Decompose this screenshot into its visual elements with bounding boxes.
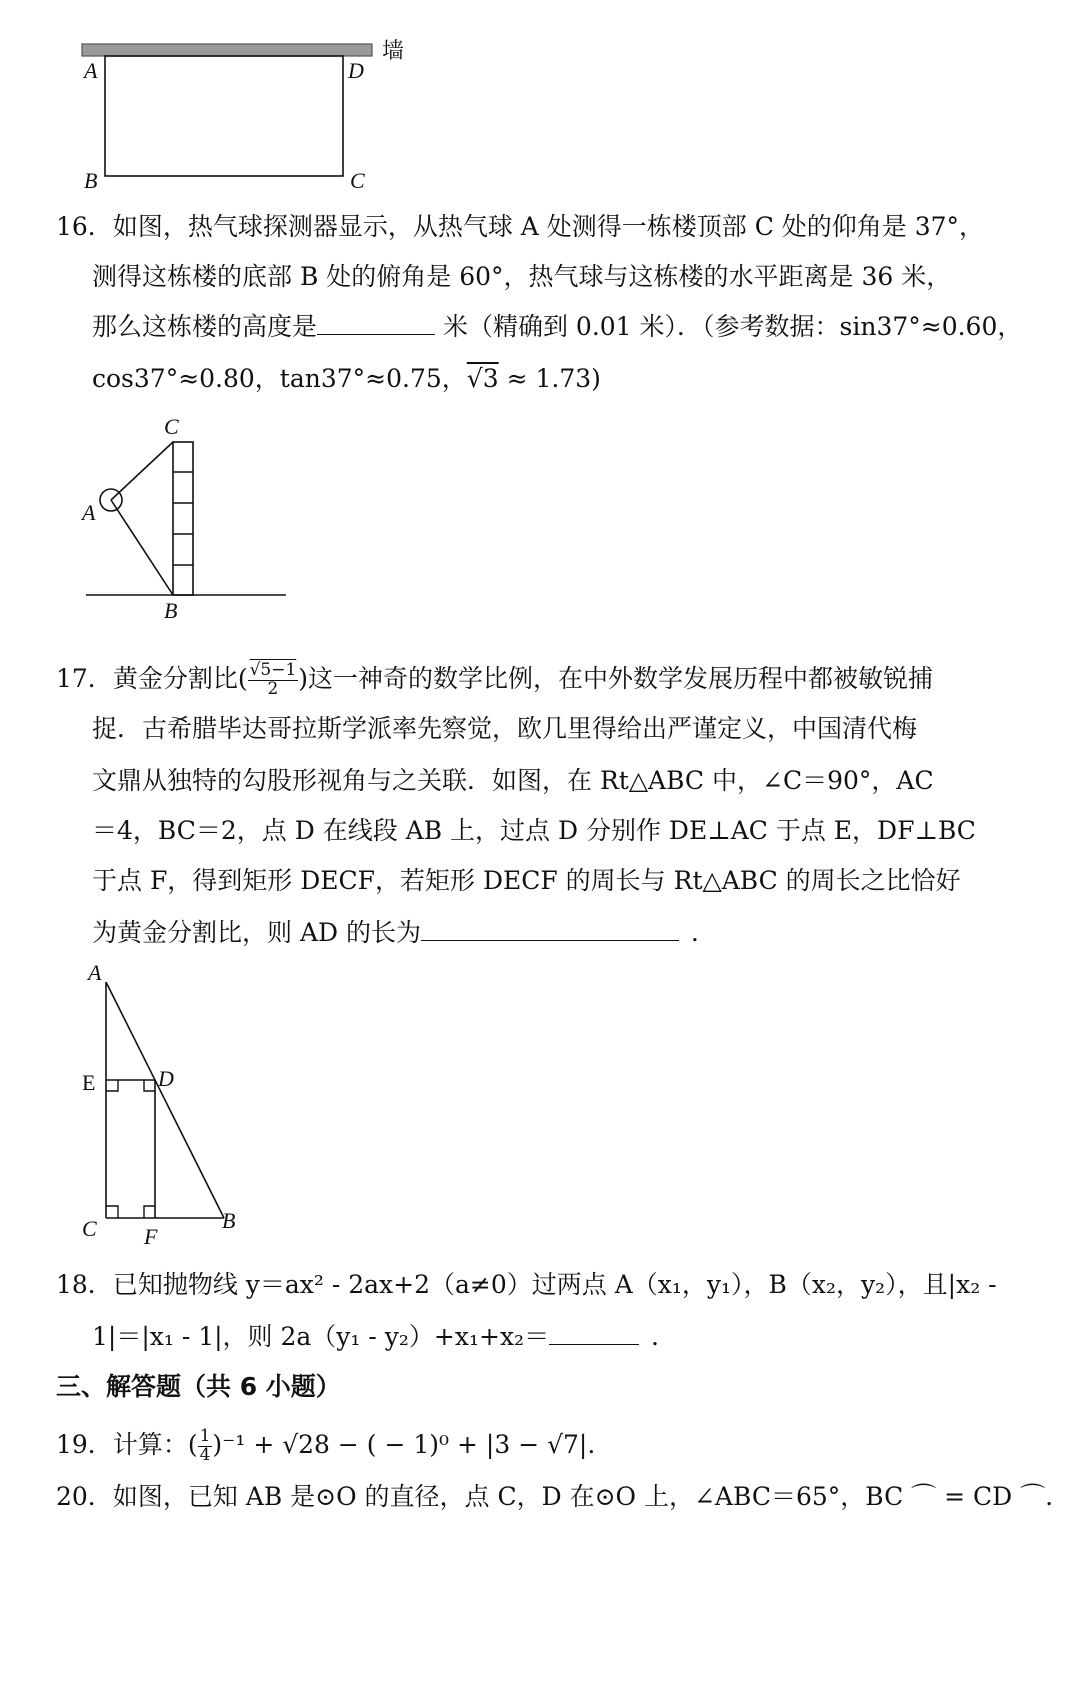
q19-fraction-numerator: 1 — [199, 1426, 211, 1446]
q17-text-1b: )这一神奇的数学比例，在中外数学发展历程中都被敏锐捕 — [298, 663, 934, 693]
label-c: C — [82, 1216, 97, 1241]
label-d: D — [348, 58, 364, 83]
q17-line-2 — [92, 716, 917, 741]
figure-triangle — [76, 960, 256, 1250]
q16-line-3 — [92, 314, 1022, 339]
label-f: F — [144, 1224, 158, 1249]
q16-text-3a: 那么这栋楼的高度是 — [92, 312, 318, 341]
q18-text-1: 已知抛物线 y＝ax² - 2ax+2（a≠0）过两点 A（x₁，y₁），B（x₂，y₂），且|x₂ - — [112, 1270, 997, 1299]
q17-number: 17． — [56, 663, 113, 693]
q17-line-5 — [92, 868, 961, 893]
q16-text-2: 测得这栋楼的底部 B 处的俯角是 60°，热气球与这栋楼的水平距离是 36 米， — [92, 262, 952, 291]
section-3-heading — [56, 1374, 341, 1399]
q19-text-1b: )⁻¹ + √28 − ( − 1)⁰ + |3 − √7|. — [212, 1429, 596, 1459]
q17-text-2: 捉．古希腊毕达哥拉斯学派率先察觉，欧几里得给出严谨定义，中国清代梅 — [92, 714, 918, 743]
q19-fraction — [198, 1428, 213, 1465]
q17-line-1 — [56, 662, 933, 699]
line-ac — [111, 442, 173, 500]
label-d: D — [158, 1066, 174, 1091]
q16-text-1: 如图，热气球探测器显示，从热气球 A 处测得一栋楼顶部 C 处的仰角是 37°， — [112, 212, 985, 241]
q16-text-3b: 米（精确到 0.01 米）．（参考数据：sin37°≈0.60， — [435, 312, 1023, 341]
q18-text-2a: 1|＝|x₁ - 1|，则 2a（y₁ - y₂）+x₁+x₂＝ — [92, 1322, 550, 1351]
q20-text-1: 如图，已知 AB 是⊙O 的直径，点 C，D 在⊙O 上，∠ABC＝65°，BC ⌒ = CD ⌒. — [112, 1482, 1054, 1511]
label-c: C — [164, 414, 179, 439]
q16-line-4 — [92, 366, 601, 391]
q18-line-1 — [56, 1272, 997, 1297]
q19-text-1a: 计算：( — [112, 1429, 198, 1459]
q17-text-4: ＝4，BC＝2，点 D 在线段 AB 上，过点 D 分别作 DE⊥AC 于点 E，DF⊥BC — [92, 816, 976, 845]
wall-bar — [82, 44, 372, 56]
q17-text-3: 文鼎从独特的勾股形视角与之关联．如图，在 Rt△ABC 中，∠C＝90°，AC — [92, 766, 934, 795]
label-a: A — [84, 58, 98, 83]
q16-number: 16． — [56, 212, 113, 241]
q17-text-5: 于点 F，得到矩形 DECF，若矩形 DECF 的周长与 Rt△ABC 的周长之比恰好 — [92, 866, 961, 895]
label-a: A — [88, 960, 102, 985]
right-angle-f — [144, 1206, 155, 1218]
fraction-denominator: 2 — [267, 678, 279, 699]
q18-line-2 — [92, 1324, 676, 1349]
q16-text-4a: cos37°≈0.80，tan37°≈0.75， — [92, 364, 467, 393]
right-angle-e — [106, 1080, 118, 1091]
q17-text-6a: 为黄金分割比，则 AD 的长为 — [92, 918, 421, 947]
q17-line-6 — [92, 920, 716, 945]
label-b: B — [164, 598, 178, 623]
q16-text-4b: ≈ 1.73) — [498, 364, 601, 393]
q17-text-1a: 黄金分割比( — [112, 663, 248, 693]
q16-line-1 — [56, 214, 984, 239]
figure-wall-rectangle — [70, 30, 430, 205]
q16-sqrt3: √3 — [466, 364, 499, 393]
q19-number: 19． — [56, 1429, 113, 1459]
q17-line-3 — [92, 768, 934, 793]
rectangle-abcd — [105, 56, 343, 176]
q18-number: 18． — [56, 1270, 113, 1299]
q17-text-6b: ． — [691, 918, 717, 947]
q17-line-4 — [92, 818, 976, 843]
label-c: C — [350, 168, 365, 193]
right-angle-d — [144, 1080, 155, 1091]
label-e: E — [82, 1070, 96, 1095]
label-b: B — [84, 168, 98, 193]
right-angle-c — [106, 1206, 118, 1218]
side-ab — [106, 982, 224, 1218]
q16-line-2 — [92, 264, 951, 289]
q17-answer-blank[interactable] — [421, 939, 679, 941]
q19-line-1 — [56, 1428, 595, 1465]
section-3-title: 三、解答题（共 6 小题） — [56, 1372, 341, 1401]
golden-ratio-fraction — [248, 662, 299, 699]
q20-number: 20． — [56, 1482, 113, 1511]
label-b: B — [222, 1208, 236, 1233]
figure-balloon — [78, 410, 298, 630]
label-wall: 墙 — [382, 38, 405, 63]
q18-answer-blank[interactable] — [549, 1343, 639, 1345]
line-ab — [111, 500, 173, 595]
q19-fraction-denominator: 4 — [199, 1444, 211, 1465]
building — [173, 442, 193, 595]
q16-answer-blank[interactable] — [317, 333, 435, 335]
q18-text-2b: ． — [651, 1322, 677, 1351]
label-a: A — [82, 500, 96, 525]
q20-line-1 — [56, 1484, 1053, 1509]
fraction-numerator: √5−1 — [249, 660, 297, 680]
